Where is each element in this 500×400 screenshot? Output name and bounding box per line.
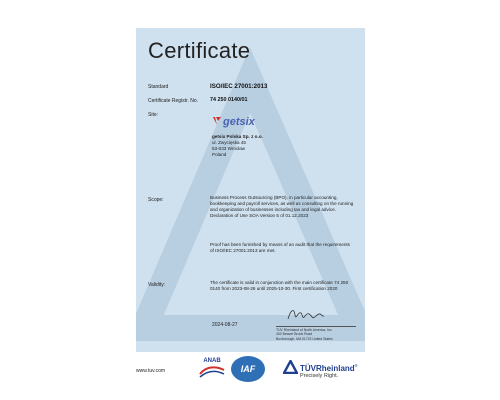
tuv-triangle-icon bbox=[283, 360, 298, 374]
issuer-address bbox=[276, 328, 333, 341]
getsix-mark-icon bbox=[212, 116, 222, 126]
validity-label: Validity: bbox=[148, 282, 166, 288]
certificate-sheet bbox=[136, 28, 365, 352]
tuv-tagline: Precisely Right. bbox=[300, 373, 339, 379]
standard-label: Standard bbox=[148, 84, 169, 90]
company-postal-city: 53-033 Wrocław bbox=[212, 146, 246, 151]
company-country: Poland bbox=[212, 152, 227, 157]
proof-text: Proof has been furnished by means of an audit that the requirements of ISO/IEC 27001:2013 are met. bbox=[210, 242, 350, 253]
signature-icon bbox=[286, 305, 326, 325]
issue-date: 2024-08-27 bbox=[212, 322, 238, 328]
iaf-logo-text: IAF bbox=[240, 364, 256, 374]
scope-label: Scope: bbox=[148, 197, 164, 203]
company-street: ul. Zwycięska 45 bbox=[212, 140, 246, 145]
issuer-line-2: 400 Beaver Brook Road bbox=[276, 332, 313, 337]
tuv-watermark-triangle bbox=[136, 28, 365, 352]
company-address bbox=[212, 134, 352, 158]
anab-swoosh-icon bbox=[198, 364, 226, 378]
certificate-title: Certificate bbox=[148, 38, 251, 63]
anab-logo bbox=[198, 358, 226, 382]
tuv-brand bbox=[300, 363, 358, 373]
validity-text: The certificate is valid in conjunction with the main certificate 74 250 0140 from 2023-08-26 until 2025-10-30. First certification 2020 bbox=[210, 280, 349, 291]
scope-text: Business Process Outsourcing (BPO), in particular accounting, bookkeeping and payroll services, as well as consulting on the running and organization of businesses including tax and legal advice. Declaration of Use SOA Version 5 of 01.12.2023 bbox=[210, 195, 354, 218]
iaf-logo bbox=[231, 356, 265, 382]
signature-line bbox=[276, 326, 356, 327]
tuv-registered-mark: ® bbox=[354, 363, 358, 368]
company-name: getsix Polska Sp. z o.o. bbox=[212, 134, 263, 139]
tuv-website: www.tuv.com bbox=[136, 368, 166, 374]
site-label: Site: bbox=[148, 112, 159, 118]
standard-value: ISO/IEC 27001:2013 bbox=[210, 83, 268, 90]
anab-logo-text: ANAB bbox=[203, 358, 221, 364]
issuer-line-1: TÜV Rheinland of North America, Inc. bbox=[276, 328, 333, 332]
tuv-brand-name: TÜVRheinland bbox=[300, 364, 355, 373]
getsix-logo bbox=[212, 116, 255, 128]
getsix-logo-text: getsix bbox=[223, 116, 255, 128]
registration-label: Certificate Registr. No. bbox=[148, 98, 199, 104]
issuer-line-3: Boxborough, MA 01719 United States bbox=[276, 336, 333, 341]
registration-value: 74 250 0140/01 bbox=[210, 97, 248, 103]
